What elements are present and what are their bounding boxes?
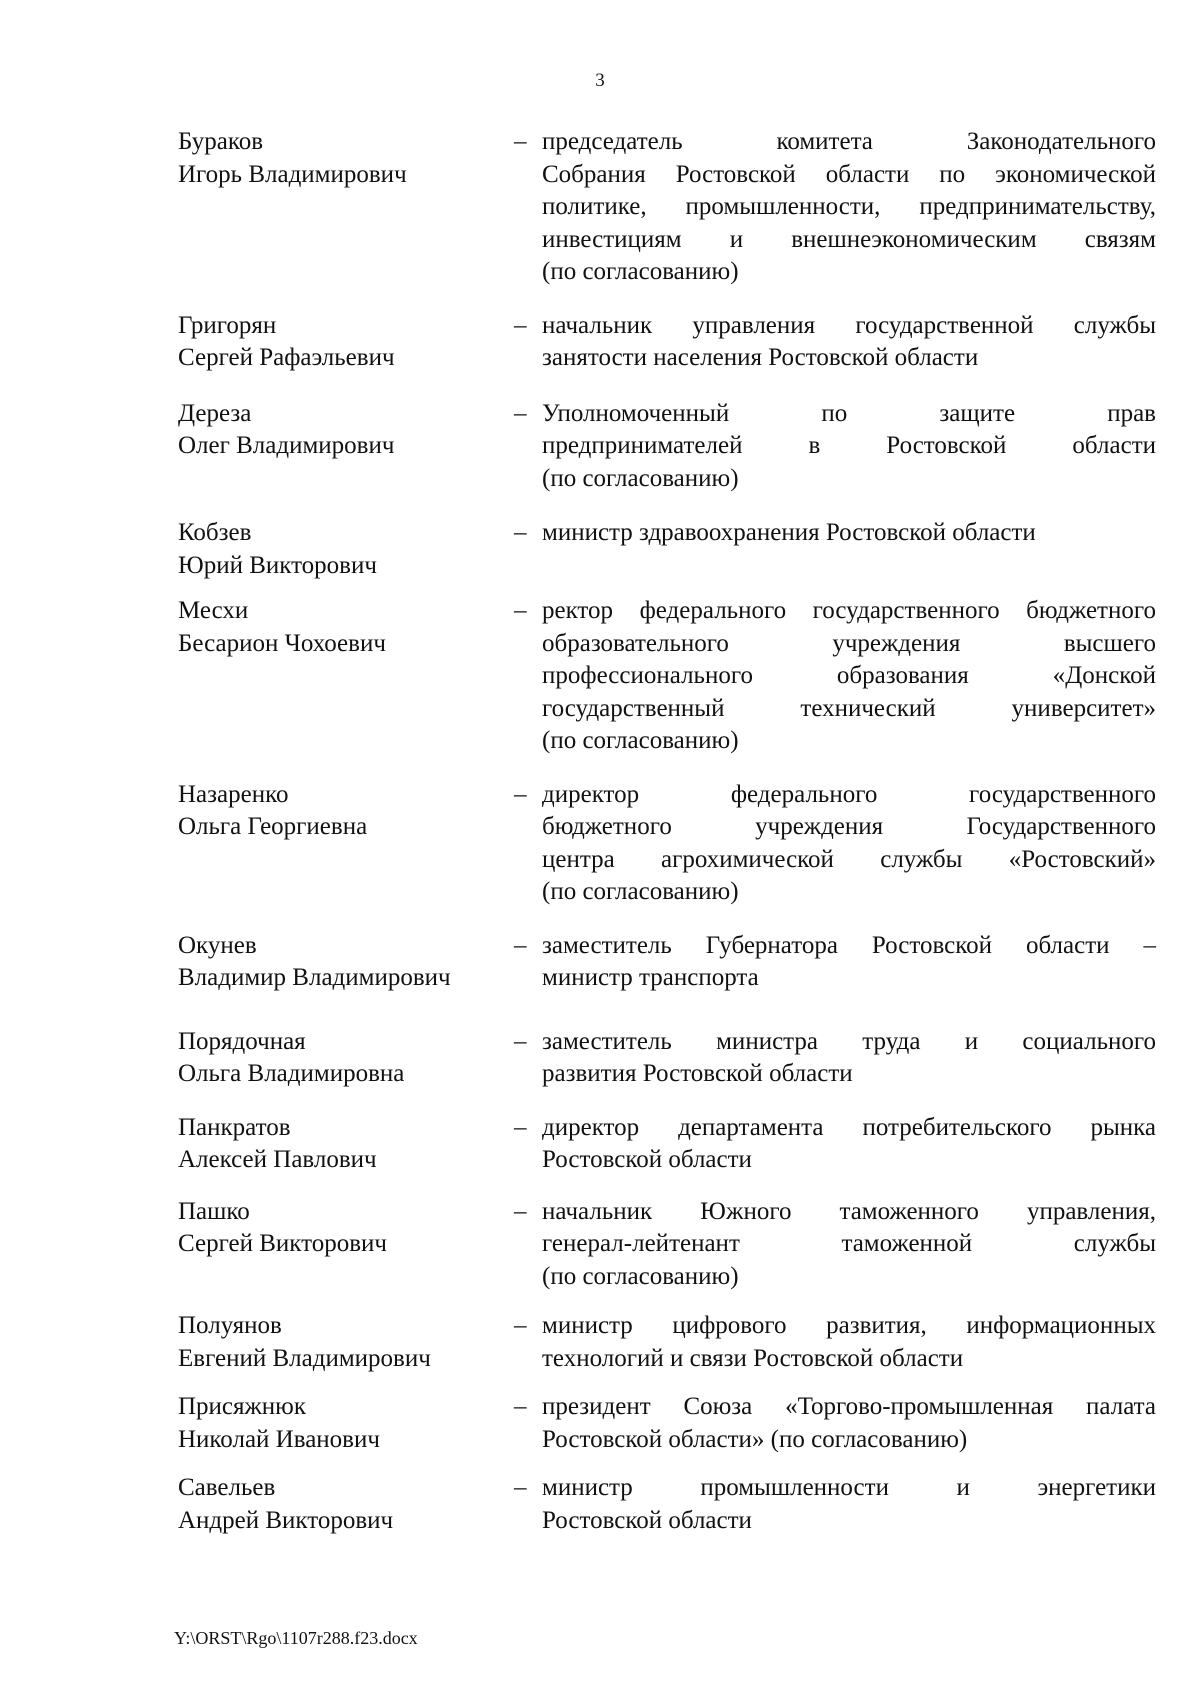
- member-given-name: Ольга Георгиевна: [178, 813, 368, 840]
- member-given-name: Олег Владимирович: [178, 432, 395, 459]
- member-given-name: Игорь Владимирович: [178, 160, 407, 188]
- roster-entry: [178, 1196, 1158, 1294]
- position-line: предпринимателей в Ростовской области: [542, 432, 1156, 459]
- member-surname: Назаренко: [178, 780, 289, 808]
- position-line: министр транспорта: [542, 964, 759, 991]
- roster-entry: [178, 1112, 1158, 1177]
- member-given-name: Юрий Викторович: [178, 551, 377, 579]
- position-line: заместитель Губернатора Ростовской области –: [542, 931, 1156, 959]
- member-given-name: Бесарион Чохоевич: [178, 629, 386, 657]
- position-line: директор департамента потребительского рынка: [542, 1113, 1156, 1141]
- position-line: заместитель министра труда и социального: [542, 1027, 1156, 1055]
- position-line: профессионального образования «Донской: [542, 662, 1156, 689]
- roster-entry: [178, 398, 1158, 496]
- position-line: начальник Южного таможенного управления,: [542, 1197, 1156, 1225]
- member-given-name: Ольга Владимировна: [178, 1060, 405, 1087]
- member-name: [178, 1196, 514, 1294]
- member-surname: Савельев: [178, 1474, 276, 1501]
- dash: –: [514, 1393, 527, 1420]
- member-surname: Присяжнюк: [178, 1393, 307, 1420]
- member-position: [542, 779, 1156, 909]
- position-line: председатель комитета Законодательного: [542, 128, 1156, 155]
- member-name: [178, 595, 514, 758]
- position-line: министр цифрового развития, информационных: [542, 1312, 1156, 1339]
- roster-entry: [178, 126, 1158, 289]
- dash: –: [514, 1312, 527, 1339]
- member-name: [178, 310, 514, 375]
- member-name: [178, 1391, 514, 1456]
- member-position: [542, 1026, 1156, 1091]
- member-name: [178, 1026, 514, 1091]
- member-position: [542, 1472, 1156, 1537]
- roster-entry: [178, 1310, 1158, 1375]
- member-position: [542, 398, 1156, 496]
- position-line: бюджетного учреждения Государственного: [542, 813, 1156, 840]
- dash: –: [514, 519, 527, 546]
- position-line: технологий и связи Ростовской области: [542, 1344, 964, 1372]
- member-position: [542, 1112, 1156, 1177]
- dash: –: [514, 128, 527, 155]
- position-line: Собрания Ростовской области по экономической: [542, 160, 1156, 188]
- member-surname: Порядочная: [178, 1027, 306, 1055]
- position-line: Уполномоченный по защите прав: [542, 399, 1156, 427]
- member-name: [178, 1472, 514, 1537]
- member-given-name: Андрей Викторович: [178, 1506, 394, 1534]
- member-given-name: Сергей Викторович: [178, 1230, 387, 1257]
- roster-entry: [178, 310, 1158, 375]
- dash: –: [514, 399, 527, 427]
- position-line: инвестициям и внешнеэкономическим связям: [542, 225, 1156, 253]
- member-surname: Полуянов: [178, 1312, 282, 1339]
- page-number: 3: [595, 70, 605, 91]
- position-line: Ростовской области: [542, 1146, 752, 1173]
- dash: –: [514, 931, 527, 959]
- dash: –: [514, 1027, 527, 1055]
- member-given-name: Владимир Владимирович: [178, 964, 451, 991]
- position-line: министр промышленности и энергетики: [542, 1474, 1156, 1501]
- member-given-name: Евгений Владимирович: [178, 1344, 431, 1372]
- member-name: [178, 1310, 514, 1375]
- document-file-path: Y:\ORST\Rgo\1107r288.f23.docx: [174, 1628, 418, 1648]
- member-name: [178, 930, 514, 995]
- position-line: Ростовской области: [542, 1506, 752, 1534]
- position-line: ректор федерального государственного бюджетного: [542, 597, 1156, 624]
- position-line: центра агрохимической службы «Ростовский»: [542, 845, 1156, 873]
- member-surname: Дереза: [178, 399, 252, 427]
- dash: –: [514, 1474, 527, 1501]
- roster-entry: [178, 1391, 1158, 1456]
- member-position: [542, 595, 1156, 758]
- member-surname: Месхи: [178, 597, 249, 624]
- member-position: [542, 310, 1156, 375]
- member-position: [542, 930, 1156, 995]
- member-name: [178, 126, 514, 289]
- member-surname: Пашко: [178, 1197, 250, 1225]
- roster-entry: [178, 930, 1158, 995]
- roster-entry: [178, 779, 1158, 909]
- member-roster: [178, 126, 1158, 1537]
- member-surname: Бураков: [178, 128, 264, 155]
- member-position: [542, 126, 1156, 289]
- member-name: [178, 1112, 514, 1177]
- member-position: [542, 517, 1156, 582]
- member-surname: Кобзев: [178, 519, 252, 546]
- roster-entry: [178, 1472, 1158, 1537]
- dash: –: [514, 311, 527, 339]
- position-line: Ростовской области» (по согласованию): [542, 1425, 968, 1453]
- member-name: [178, 517, 514, 582]
- member-position: [542, 1196, 1156, 1294]
- member-surname: Панкратов: [178, 1113, 291, 1141]
- dash: –: [514, 1113, 527, 1141]
- position-line: министр здравоохранения Ростовской области: [542, 519, 1036, 546]
- roster-entry: [178, 1026, 1158, 1091]
- position-line: (по согласованию): [542, 727, 739, 754]
- member-name: [178, 779, 514, 909]
- member-name: [178, 398, 514, 496]
- position-line: начальник управления государственной службы: [542, 311, 1156, 339]
- position-line: (по согласованию): [542, 464, 739, 492]
- position-line: (по согласованию): [542, 1262, 739, 1290]
- member-position: [542, 1310, 1156, 1375]
- position-line: политике, промышленности, предпринимательству,: [542, 193, 1156, 220]
- roster-entry: [178, 595, 1158, 758]
- dash: –: [514, 1197, 527, 1225]
- position-line: развития Ростовской области: [542, 1060, 853, 1087]
- dash: –: [514, 597, 527, 624]
- member-given-name: Сергей Рафаэльевич: [178, 344, 395, 371]
- position-line: (по согласованию): [542, 258, 739, 285]
- member-surname: Григорян: [178, 311, 277, 339]
- dash: –: [514, 780, 527, 808]
- position-line: директор федерального государственного: [542, 780, 1156, 808]
- position-line: президент Союза «Торгово-промышленная палата: [542, 1393, 1156, 1420]
- position-line: государственный технический университет»: [542, 694, 1156, 722]
- position-line: генерал-лейтенант таможенной службы: [542, 1230, 1156, 1257]
- position-line: занятости населения Ростовской области: [542, 344, 979, 371]
- member-given-name: Николай Иванович: [178, 1425, 380, 1453]
- member-given-name: Алексей Павлович: [178, 1146, 377, 1173]
- member-position: [542, 1391, 1156, 1456]
- member-surname: Окунев: [178, 931, 257, 959]
- position-line: (по согласованию): [542, 878, 739, 905]
- position-line: образовательного учреждения высшего: [542, 629, 1156, 657]
- roster-entry: [178, 517, 1158, 582]
